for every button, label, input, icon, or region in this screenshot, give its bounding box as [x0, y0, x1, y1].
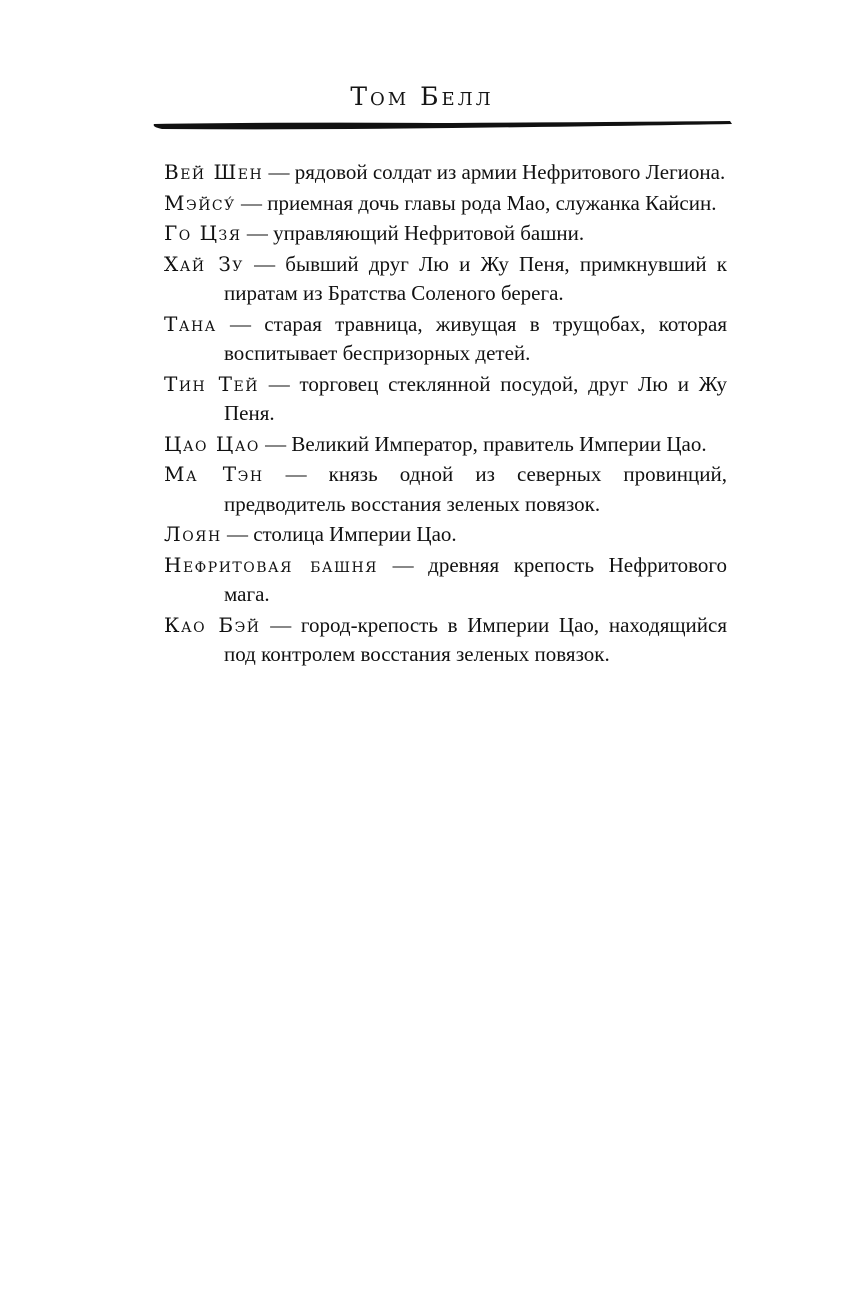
glossary-entry	[164, 611, 727, 670]
glossary-term: Мэйсу́	[164, 190, 236, 215]
glossary-definition: — управляющий Нефритовой башни.	[241, 221, 585, 245]
glossary-entry	[164, 219, 727, 249]
glossary-definition: — старая травница, живущая в трущобах, которая воспитывает беспризорных детей.	[216, 311, 727, 365]
glossary-term: Нефритовая башня	[164, 552, 378, 577]
glossary-definition: — город-крепость в Империи Цао, находящийся под контролем восстания зеленых повязок.	[224, 612, 727, 666]
glossary-term: Ма Тэн	[164, 462, 264, 486]
page-header-title: Том Белл	[350, 82, 494, 111]
glossary-entry	[164, 430, 727, 460]
glossary-definition: — столица Империи Цао.	[221, 522, 457, 546]
glossary-entry	[164, 551, 727, 610]
glossary-list	[164, 158, 727, 671]
glossary-entry	[164, 189, 727, 219]
glossary-term: Цао Цао	[164, 431, 260, 456]
glossary-definition: — бывший друг Лю и Жу Пеня, примкнувший к пиратам из Братства Соленого берега.	[224, 251, 727, 305]
glossary-term: Вей Шен	[164, 160, 264, 184]
glossary-term: Го Цзя	[164, 221, 242, 245]
glossary-entry	[164, 310, 727, 369]
glossary-entry	[164, 460, 727, 519]
glossary-definition: — древняя крепость Нефритового мага.	[224, 552, 727, 606]
glossary-definition: — князь одной из северных провинций, предводитель восстания зеленых повязок.	[224, 462, 727, 516]
glossary-entry	[164, 370, 727, 429]
glossary-term: Лоян	[164, 522, 222, 546]
running-header	[0, 82, 844, 111]
glossary-entry	[164, 250, 727, 309]
glossary-term: Тана	[164, 311, 217, 336]
glossary-definition: — торговец стеклянной посудой, друг Лю и Жу Пеня.	[224, 371, 727, 425]
glossary-entry	[164, 520, 727, 550]
glossary-term: Хай Зу	[164, 251, 244, 276]
glossary-definition: — Великий Император, правитель Империи Цао.	[259, 431, 707, 456]
header-brush-rule	[152, 119, 734, 131]
glossary-definition: — рядовой солдат из армии Нефритового Легиона.	[263, 160, 726, 184]
glossary-definition: — приемная дочь главы рода Мао, служанка Кайсин.	[235, 190, 717, 215]
glossary-entry	[164, 158, 727, 188]
glossary-term: Као Бэй	[164, 612, 261, 637]
glossary-term: Тин Тей	[164, 371, 259, 396]
